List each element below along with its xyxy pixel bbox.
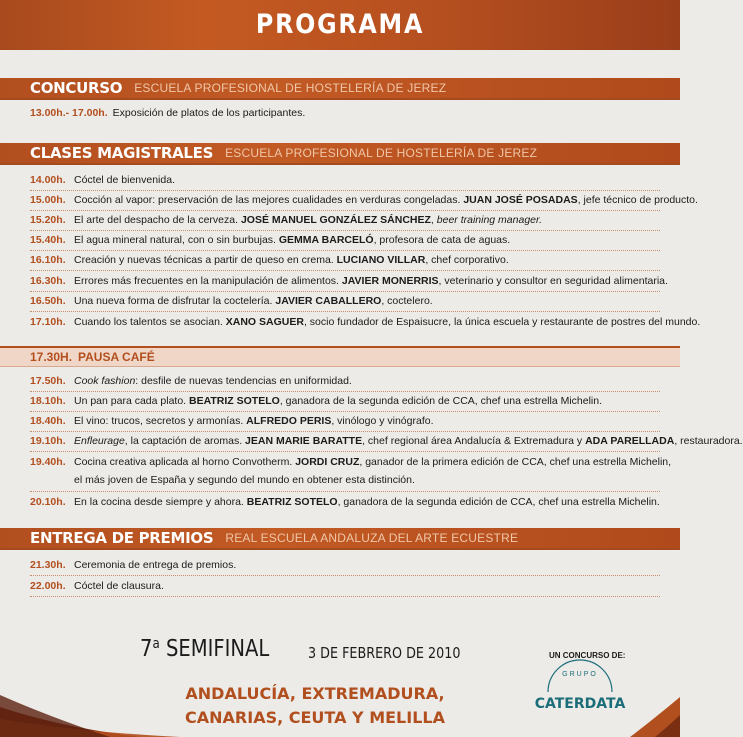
row-divider <box>30 491 660 492</box>
speaker-name: ALFREDO PERIS <box>246 415 332 427</box>
section-concurso <box>0 78 680 98</box>
section-rule <box>0 548 680 550</box>
caterdata-logo <box>520 662 640 722</box>
section-rule <box>0 163 680 165</box>
schedule-row <box>30 173 660 188</box>
speaker-role: , socio fundador de Espaisucre, la única escuela y restaurante de postres del mundo. <box>303 316 701 328</box>
row-divider <box>30 311 660 312</box>
row-text: El vino: trucos, secretos y armonías. <box>74 415 247 427</box>
speaker-role: , restauradora. <box>674 435 743 447</box>
row-divider <box>30 270 660 271</box>
row-time: 19.10h. <box>30 435 66 447</box>
schedule-row-continued <box>30 473 660 488</box>
row-text: Cóctel de clausura. <box>74 580 164 592</box>
schedule-row <box>30 253 660 268</box>
row-text: : desfile de nuevas tendencias en uniformidad. <box>135 375 352 387</box>
section-clases <box>0 143 680 163</box>
section-rule <box>0 98 680 100</box>
row-divider <box>30 431 660 432</box>
section-pausa-cafe <box>0 346 680 367</box>
speaker-name: BEATRIZ SOTELO <box>189 395 280 407</box>
schedule-row <box>30 558 660 573</box>
speaker-role: , chef regional área Andalucía & Extremadura y <box>362 435 586 447</box>
row-text: Ceremonia de entrega de premios. <box>74 559 237 571</box>
row-time: 18.40h. <box>30 415 66 427</box>
page-title: PROGRAMA <box>255 9 425 40</box>
row-divider <box>30 411 660 412</box>
section-name: ENTREGA DE PREMIOS <box>30 529 214 547</box>
schedule-row <box>30 434 743 449</box>
section-name: CLASES MAGISTRALES <box>30 144 214 162</box>
row-text: Enfleurage <box>74 435 125 447</box>
row-text: , la captación de aromas. <box>124 435 246 447</box>
schedule-row <box>30 213 660 228</box>
section-premios <box>0 528 680 548</box>
speaker-role: , jefe técnico de producto. <box>577 194 698 206</box>
row-text: El agua mineral natural, con o sin burbujas. <box>74 234 279 246</box>
row-text: Cocción al vapor: preservación de las mejores cualidades en verduras congeladas. <box>74 194 464 206</box>
row-time: 18.10h. <box>30 395 66 407</box>
schedule-row <box>30 579 660 594</box>
row-text: En la cocina desde siempre y ahora. <box>74 496 247 508</box>
row-time: 15.00h. <box>30 194 66 206</box>
schedule-row <box>30 106 660 121</box>
row-text: Errores más frecuentes en la manipulación de alimentos. <box>74 275 342 287</box>
row-time: 15.40h. <box>30 234 66 246</box>
section-venue: ESCUELA PROFESIONAL DE HOSTELERÍA DE JEREZ <box>225 146 538 160</box>
row-text: Cocina creativa aplicada al horno Convotherm. <box>74 456 296 468</box>
schedule-row <box>30 455 672 470</box>
row-text: Cook fashion <box>74 375 136 387</box>
pausa-label: PAUSA CAFÉ <box>78 350 155 364</box>
schedule-row <box>30 193 698 208</box>
speaker-role: , ganadora de la segunda edición de CCA, chef una estrella Michelin. <box>279 395 603 407</box>
speaker-name: JAVIER CABALLERO <box>275 295 382 307</box>
row-time: 15.20h. <box>30 214 66 226</box>
semifinal-title: 7$^a$ SEMIFINAL <box>140 636 270 662</box>
row-divider <box>30 250 660 251</box>
section-venue: ESCUELA PROFESIONAL DE HOSTELERÍA DE JEREZ <box>134 81 447 95</box>
row-time: 16.50h. <box>30 295 66 307</box>
speaker-role: , veterinario y consultor en seguridad alimentaria. <box>438 275 668 287</box>
section-venue: REAL ESCUELA ANDALUZA DEL ARTE ECUESTRE <box>225 531 519 545</box>
row-text: Cóctel de bienvenida. <box>74 174 175 186</box>
schedule-row <box>30 414 660 429</box>
sponsor-label: UN CONCURSO DE: <box>549 651 626 660</box>
logo-grupo-text: GRUPO <box>562 671 598 678</box>
row-text: , <box>430 214 437 226</box>
speaker-role: , chef corporativo. <box>425 254 509 266</box>
row-text: el más joven de España y segundo del mundo en obtener esta distinción. <box>74 474 415 486</box>
speaker-role: , vinólogo y vinógrafo. <box>331 415 434 427</box>
section-name: CONCURSO <box>30 79 123 97</box>
row-text: Creación y nuevas técnicas a partir de queso en crema. <box>74 254 337 266</box>
row-time: 21.30h. <box>30 559 66 571</box>
schedule-row <box>30 394 660 409</box>
speaker-role: beer training manager. <box>436 214 543 226</box>
speaker-name: LUCIANO VILLAR <box>336 254 426 266</box>
row-divider <box>30 190 660 191</box>
schedule-row <box>30 374 660 389</box>
row-divider <box>30 596 660 597</box>
row-time: 17.50h. <box>30 375 66 387</box>
row-text: El arte del despacho de la cerveza. <box>74 214 241 226</box>
regions-line: CANARIAS, CEUTA Y MELILLA <box>185 708 445 727</box>
speaker-name: XANO SAGUER <box>225 316 304 328</box>
regions-line: ANDALUCÍA, EXTREMADURA, <box>185 684 445 703</box>
row-divider <box>30 451 660 452</box>
row-text: Un pan para cada plato. <box>74 395 189 407</box>
row-time: 13.00h.- 17.00h. <box>30 107 108 119</box>
speaker-name: BEATRIZ SOTELO <box>246 496 338 508</box>
regions <box>180 682 450 730</box>
row-divider <box>30 391 660 392</box>
row-text: Una nueva forma de disfrutar la coctelería. <box>74 295 276 307</box>
pausa-time: 17.30H. <box>30 350 73 364</box>
speaker-name: GEMMA BARCELÓ <box>278 234 374 246</box>
row-time: 19.40h. <box>30 456 66 468</box>
row-time: 16.10h. <box>30 254 66 266</box>
schedule-row <box>30 495 660 510</box>
row-divider <box>30 575 660 576</box>
speaker-role: , ganadora de la segunda edición de CCA, chef una estrella Michelin. <box>337 496 660 508</box>
speaker-name: JORDI CRUZ <box>295 456 360 468</box>
speaker-name: JAVIER MONERRIS <box>341 275 439 287</box>
row-text: Cuando los talentos se asocian. <box>74 316 226 328</box>
row-divider <box>30 230 660 231</box>
speaker-name: JOSÉ MANUEL GONZÁLEZ SÁNCHEZ <box>240 214 431 226</box>
speaker-name: ADA PARELLADA <box>585 435 675 447</box>
row-time: 22.00h. <box>30 580 66 592</box>
row-divider <box>30 210 660 211</box>
row-time: 14.00h. <box>30 174 66 186</box>
schedule-row <box>30 315 701 330</box>
logo-name-text: CATERDATA <box>534 696 626 712</box>
schedule-row <box>30 294 660 309</box>
speaker-role: , ganador de la primera edición de CCA, chef una estrella Michelin, <box>359 456 672 468</box>
row-divider <box>30 291 660 292</box>
speaker-name: JUAN JOSÉ POSADAS <box>463 194 578 206</box>
row-time: 16.30h. <box>30 275 66 287</box>
row-time: 20.10h. <box>30 496 66 508</box>
speaker-role: , profesora de cata de aguas. <box>373 234 511 246</box>
event-date: 3 DE FEBRERO DE 2010 <box>308 644 461 662</box>
speaker-name: JEAN MARIE BARATTE <box>245 435 363 447</box>
schedule-row <box>30 233 660 248</box>
speaker-role: , coctelero. <box>381 295 433 307</box>
row-time: 17.10h. <box>30 316 66 328</box>
row-text: Exposición de platos de los participantes. <box>112 107 306 119</box>
schedule-row <box>30 274 668 289</box>
